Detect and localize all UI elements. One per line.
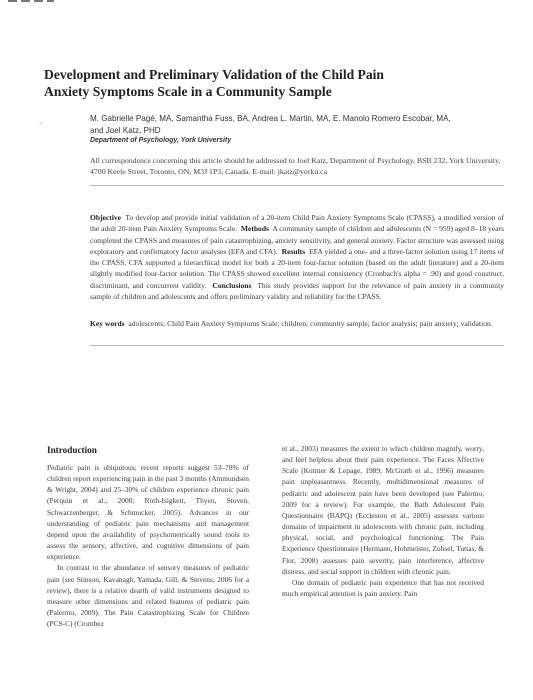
correspondence-note: All correspondence concerning this article should be addressed to Joel Katz, Department of Psychology, BSB 232, York University, 4700 Keele Street, Toronto, ON, M3J 1P3, Canada. E-mail: jkatz@yorku.ca [90,156,501,176]
article-title [44,66,484,100]
page-corner-mark [8,0,54,2]
article-title-line-1: Development and Preliminary Validation of the Child Pain [44,67,384,82]
author-list [90,113,500,136]
keywords-label: Key words [90,319,125,328]
author-line-1: M. Gabrielle Pagé, MA, Samantha Fuss, BA, Andrea L. Martin, MA, E. Manolo Romero Escobar, MA, [90,114,451,123]
abstract-conclusions-text: This study provides support for the relevance of pain anxiety in a community sample of children and adolescents and offers preliminary validity and reliability for the CPASS. [90,280,505,302]
abstract-objective-label: Objective [90,213,122,222]
article-title-line-2: Anxiety Symptoms Scale in a Community Sample [44,84,332,99]
section-heading-introduction: Introduction [47,445,97,455]
divider-bottom [90,345,504,346]
abstract-conclusions-label: Conclusions [212,280,252,290]
body-column-right [282,443,484,599]
keywords-text: adolescents; Child Pain Anxiety Symptoms Scale; children; community sample; factor analysis; pain anxiety; validation. [128,319,493,328]
author-line-2: and Joel Katz, PHD [90,125,161,135]
abstract-objective-text: To develop and provide initial validation of a 20-item Child Pain Anxiety Symptoms Scale (CPASS), a modified version of the adult 20-item Pain Anxiety Symptoms Scale. [90,213,504,234]
side-mark: ... [38,120,43,126]
intro-paragraph-2: In contrast to the abundance of sensory measures of pediatric pain (see Stinson, Kavanagh, Yamada, Gill, & Stevens, 2006 for a review), there is a relative dearth of valid instruments designed to measure other dimensions and related features of pediatric pain (Palermo, 2009). The Pain Catastrophizing Scale for Children (PCS-C) (Crombez [47,563,249,629]
abstract-results-text: EFA yielded a one- and a three-factor solution using 17 items of the CPASS. CFA supported a hierarchical model for both a 20-item four-factor solution (based on the adult literature) and a 20-item slightly modified four-factor solution. The CPASS showed excellent internal consistency (Cronbach's alpha = .90) and good construct, discriminant, and concurrent validity. [90,246,504,290]
abstract [90,212,504,302]
divider-top [90,185,504,186]
intro-paragraph-1: Pediatric pain is ubiquitous; recent reports suggest 53–78% of children report experiencing pain in the past 3 months (Ammundsen & Wright, 2004) and 25–30% of children experience chronic pain (Perquin et al., 2000; Roth-Isigkeit, Thyen, Stoven, Schwarzenberger, & Schmucker, 2005). Advances in our understanding of pediatric pain mechanisms and management depend upon the availability of psychometrically sound tools to assess the sensory, affective, and cognitive dimensions of pain experience. [47,463,249,562]
keywords [90,318,504,329]
intro-paragraph-4: One domain of pediatric pain experience that has not received much empirical attention is pain anxiety. Pain [282,577,484,599]
intro-paragraph-3: et al., 2003) measures the extent to which children magnify, worry, and feel helpless about their pain experience. The Faces Affective Scale (Kuttner & Lepage, 1989; McGrath et al., 1996) measures pain unpleasantness. Recently, multidimensional measures of pediatric and adolescent pain have been developed (see Palermo, 2009 for a review). For example, the Bath Adolescent Pain Questionnaire (BAPQ) (Eccleston et al., 2005) assesses various domains of impairment in adolescents with chronic pain, including physical, social, and psychological functioning. The Pain Experience Questionnaire (Hermann, Hohmeister, Zohsel, Tuttas, & Flor, 2008) assesses pain severity, pain interference, affective distress, and social support in children with chronic pain. [282,444,484,576]
abstract-methods-text: A community sample of children and adolescents (N = 959) aged 8–18 years completed the CPASS and measures of pain catastrophizing, anxiety sensitivity, and general anxiety. Factor structure was assessed using exploratory and confirmatory factor analyses (EFA and CFA). [90,224,504,256]
abstract-methods-label: Methods [240,224,269,234]
body-column-left [47,462,249,629]
abstract-results-label: Results [281,246,306,256]
author-affiliation: Department of Psychology, York University [90,137,232,144]
